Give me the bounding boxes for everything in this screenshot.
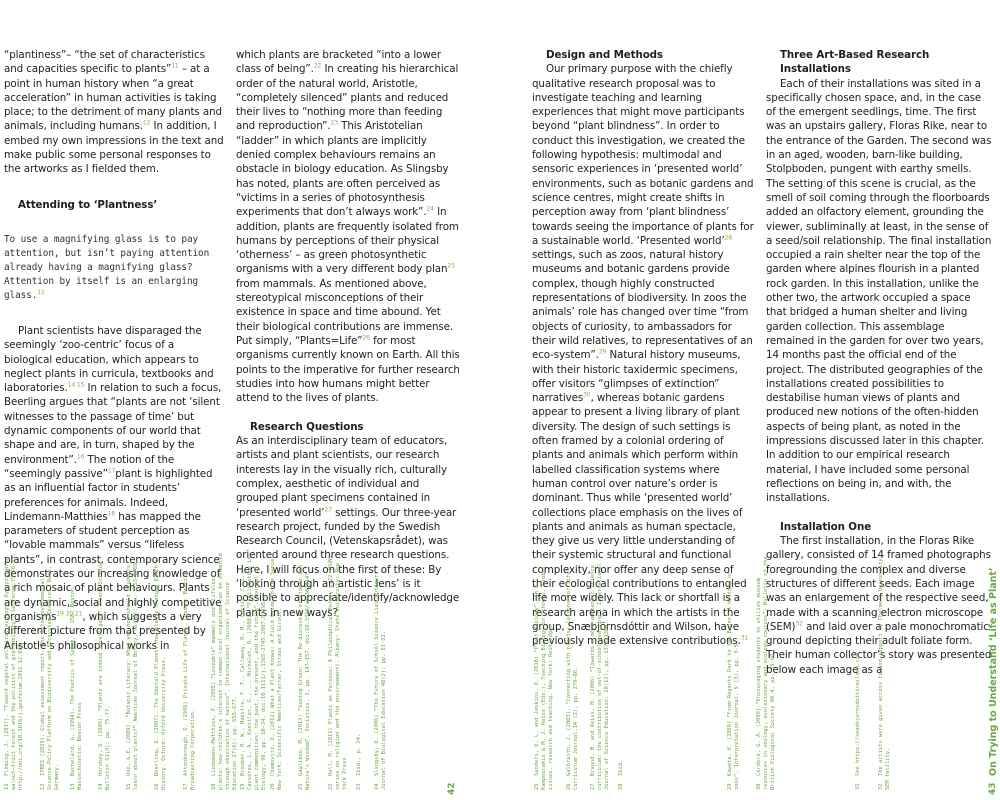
- footnote: [855, 550, 862, 790]
- footnote-text: Fleming, J. (2017). “Toward vegetal political ecology: Kyrgyzstan’s walnut–fruit forest and the politics of graftability”, Geoforum,79:26-35. http://doi.org/10.1016/j.geoforum.2016.12.009: [4, 553, 24, 790]
- footnote-number: 22: [328, 783, 334, 790]
- footnote-text: Sanders, D. L. and Jenkins, D. (2018) “Plant Biology”. In K. Kampourakis & M. J. Reiss (Eds.), Teaching Biology in Schools. Global issues, research and teaching. New York: Routledge.: [534, 566, 554, 790]
- footnote-text: Cordero, G. A. (2009) “Encouraging students to utilize museum resources in zoology, evolutionary and ecology courses”. Bulletin of the British Ecological Society 40.4, pp. 59-60.: [756, 556, 776, 790]
- page-number-left: 42: [447, 782, 457, 795]
- footnote: [211, 550, 239, 790]
- footnote-text: Bachelard, G. (1994). The Poetics of Space, p. 158. Boston, Massachusetts: Beacon Press: [70, 584, 83, 790]
- footnote-number: 24: [374, 783, 380, 790]
- footnote-number: 12: [40, 783, 46, 790]
- footnote-text: Braund, M. and Reiss, M. (2006) “Towards a more authentic science curriculum: the contribution of out-of-school learning”. International Journal of Science Education, 28(12), pp. 1373–1388.: [590, 562, 610, 790]
- footnote-number: 15: [126, 783, 132, 790]
- heading-design-methods: Design and Methods: [546, 49, 663, 61]
- footnote-number: 11: [4, 783, 10, 790]
- footnote: [618, 550, 625, 790]
- footnote-number: 17: [183, 783, 189, 790]
- heading-attending: Attending to ‘Plantness’: [18, 198, 158, 211]
- footnote: [70, 550, 84, 790]
- footnote-text: Beerling, D. (2007). The Emerald Planet: How plants changed Earth’s History. Oxford: Oxford University Press.: [154, 558, 167, 790]
- footnote-text: Hershey, D. (2005). “Plants are indeed intelligent”. Plant Science Bulletin 51(3): pp. 75-77.: [98, 561, 111, 790]
- footnote-number: 18: [211, 783, 217, 790]
- footnote-text: Brooker, R. W., Maestre, F. T., Callaway, R. M., Lortie, C. L., Cavieres, L. A., Kunstler, G., ... Michalet, R. (2008). “Facilitation in plant communities: the past, the present, and the future”. Journal of Ecology, 96, pp. 18–34. doi:10.1111/j.1365-2745.2007.01295.x: [240, 556, 267, 790]
- epigraph-quote: To use a magnifying glass is to pay attention, but isn’t paying attention already having a magnifying glass? Attention by itself is an enlarging glass.$^{13}$: [4, 233, 210, 301]
- footnote: [374, 550, 388, 790]
- heading-installation-one: Installation One: [780, 520, 872, 533]
- footnote-text: Attenborough, D. (1995) Private Life of Plants. London: British Broadcasting Corporation.: [183, 571, 196, 790]
- footnote: [298, 550, 312, 790]
- footnote-number: 29: [727, 783, 733, 790]
- paragraph: which plants are bracketed “into a lower class of being”.$^{22}$ In creating his hierarchical order of the natural world, Aristotle, “completely silenced” plants and reduced their lives to “nothing more than feeding and reproduction”.$^{23}$ This Aristotelian “ladder” in which plants are implicitly denied complex behaviours remains an obstacle in biology education. As Slingsby has noted, plants are often perceived as “victims in a series of photosynthesis experiments that don’t always work”.$^{24}$ In addition, plants are frequently isolated from humans by perceptions of their physical ‘otherness’ – as green photosynthetic organisms with a very different body plan$^{25}$ from mammals. As mentioned above, stereotypical misconceptions of their existence in space and time abound. Yet their biological contributions are immense. Put simply, “Plants=Life”$^{26}$ for most organisms currently known on Earth. All this points to the imperative for further research studies into how humans might better attend to the lives of plants.: [236, 49, 460, 405]
- footnote-number: 30: [756, 783, 762, 790]
- footnote-text: Ibid., p. 24.: [356, 733, 362, 776]
- footnote-number: 13: [70, 783, 76, 790]
- footnote-text: Gagliano, M. (2013) “Seeing Green: The Re-discovery of Plants and Nature’s Wisdom”. Societies, 3, pp. 147–157. doi:10.3390/soc3010147: [298, 565, 311, 790]
- footnote-text: Uno, G.E. (2009). “Botanic Literacy: What and how should students learn about plants?” American Journal of Botany, 96(10): pp. 1753–1759.: [126, 559, 139, 790]
- page-number-right: 43: [988, 782, 998, 795]
- running-title: On Trying to Understand ‘Life as Plant’: [988, 567, 999, 776]
- footnote: [756, 550, 777, 790]
- footnote-number: 32: [878, 783, 884, 790]
- footnote: [126, 550, 140, 790]
- footnote: [534, 550, 555, 790]
- footnote-number: 20: [270, 783, 276, 790]
- footnote-text: See https://snaebjornsdottirwilson.com: [855, 652, 861, 776]
- paragraph: The first installation, in the Floras Rike gallery, consisted of 14 framed photographs foregrounding the complex and diverse structures of different seeds. Each image was an enlargement of the respective seed, made with a scanning electron microscope (SEM)$^{32}$ and laid over a pale monochromatic ground depicting their adult foliate form. Their human collector’s story was presented below each image as a: [766, 535, 992, 676]
- footnote-number: 31: [855, 783, 861, 790]
- footnote: [98, 550, 112, 790]
- footnote: [356, 550, 363, 790]
- footnote: [590, 550, 611, 790]
- footnote: [727, 550, 741, 790]
- footnote-text: Kawata, K. (2009) “From Regents Park to the Bronx: A history of zoos”. Interpretation Journal, 5 (3), pp. 3-5.: [727, 571, 740, 790]
- column-2: [236, 48, 462, 620]
- footnote: [878, 550, 892, 790]
- footnote-text: Hall, M. (2011) Plants as Persons: A Philosophical Botany p.22 (SUNY series on religion and the environment). Albany: State University: New York Press.: [328, 555, 348, 790]
- footnote-text: IPBES (2019). Global assessment report. The Intergovernmental Science-Policy Platform on Biodiversity and Ecosystem Services. Bonn, Germany.: [40, 566, 60, 790]
- footnote: [40, 550, 61, 790]
- footnote-text: The artists were given access to and support by Chalmers University SEM facility.: [878, 558, 891, 790]
- footnote-number: 14: [98, 783, 104, 790]
- paragraph: “plantiness”– “the set of characteristics and capacities specific to plants”$^{11}$ – at a point in human history when “a great acceleration” in human activities is taking place; to the detriment of many plants and animals, including humans.$^{12}$ In addition, I embed my own impressions in the text and make public some personal responses to the artworks as I fielded them.: [4, 49, 224, 176]
- footnote-number: 19: [240, 783, 246, 790]
- heading-three-installations: Three Art-Based Research Installations: [780, 49, 930, 76]
- paragraph: Plant scientists have disparaged the seemingly ‘zoo-centric’ focus of a biological education, which appears to neglect plants in curricula, textbooks and laboratories.$^{14 15}$ In relation to such a focus, Beerling argues that “plants are not ‘silent witnesses to the passage of time’ but dynamic components of our world that shape and are, in turn, shaped by the environment”.$^{16}$ The notion of the “seemingly passive”$^{17}$plant is highlighted as an influential factor in students’ preferences for animals. Indeed, Lindemann-Matthies$^{18}$ has mapped the parameters of student perception as “lovable mammals” versus “lifeless plants”, in contrast, contemporary science demonstrates our increasing knowledge of a rich mosaic of plant behaviours. Plants are dynamic, social and highly competitive organisms$^{19 20 21}$, which suggests a very different picture from that presented by Aristotle’s philosophical works in: [4, 324, 222, 652]
- footnote-number: 23: [356, 783, 362, 790]
- footnote-number: 21: [298, 783, 304, 790]
- footnote-text: Lindemann-Matthies, P. (2005) “Loveable” mammals and “lifeless” plants: how children’s interest in common local organisms can be enhanced through observation of nature”. International Journal of Science Education 27(6): pp. 655–677.: [211, 553, 238, 790]
- footnote: [4, 550, 25, 790]
- footnote: [154, 550, 168, 790]
- footnote-number: 25: [534, 783, 540, 790]
- paragraph: As an interdisciplinary team of educators, artists and plant scientists, our research interests lay in the visually rich, culturally complex, aesthetic of individual and grouped plant specimens contained in ‘presented world’$^{27}$ settings. Our three-year research project, funded by the Swedish Research Council, (Vetenskapsrådet), was oriented around three research questions. Here, I will focus on the first of these: By ‘looking through an artistic lens’ is it possible to appreciate/identify/acknowledge plants in new ways?: [236, 435, 460, 619]
- paragraph: Our primary purpose with the chiefly qualitative research proposal was to investigate teaching and learning experiences that might move participants beyond “plant blindness”. In order to conduct this investigation, we created the following hypothesis: multimodal and sensoric experiences in ‘presented world’ environments, such as botanic gardens and science centres, might create shifts in perception away from ‘plant blindness’ towards seeing the importance of plants for a sustainable world. ‘Presented world’$^{28}$ settings, such as zoos, natural history museums and botanic gardens provide complex, though highly constructed representations of biodiversity. In zoos the animals’ role has changed over time “from objects of curiosity, to ambassadors for their wild relatives, to representatives of an eco-system”.$^{29}$ Natural history museums, with their historic taxidermic specimens, offer visitors “glimpses of extinction” narratives$^{30}$, whereas botanic gardens appear to present a living library of plant diversity. The design of such settings is often framed by a colonial ordering of plants and animals which perform within labelled classification systems where human control over nature’s order is dominant. Thus while ‘presented world’ collections place emphasis on the lives of plants and animals as human spectacle, they give us very little understanding of their systemic structural and functional complexity, nor offer any deep sense of their ecological contributions to entangled life more widely. This lack or shortfall is a research arena in which the artists in the group, Snæbjörnsdóttir and Wilson, have previously made extensive contributions.$^{31}$: [532, 63, 754, 648]
- footnote: [240, 550, 268, 790]
- footnote-text: Ibid.: [618, 759, 624, 776]
- footnote-text: Galbraith, J. (2003). “Connecting with plants: lessons for life”. Curriculum Journal,14 (2), pp. 279–86.: [566, 565, 579, 790]
- heading-research-questions: Research Questions: [250, 420, 364, 433]
- footnote-number: 28: [618, 783, 624, 790]
- footnote-text: Chamovitz, D. (2012) What a Plant Knows: A Field Guide to the Senses. New York: Scientific American/Farrar, Straus and Giroux.: [270, 552, 283, 790]
- footnote-number: 26: [566, 783, 572, 790]
- footnote-number: 16: [154, 783, 160, 790]
- footnote: [183, 550, 197, 790]
- footnote-number: 27: [590, 783, 596, 790]
- footnote: [270, 550, 284, 790]
- footnote: [566, 550, 580, 790]
- footnote-text: Slingsby, D. (2006) “The Future of School Science Lies Outdoors”. Journal of Biological Education 40(2): pp. 51-52.: [374, 565, 387, 790]
- footnote: [328, 550, 349, 790]
- paragraph: Each of their installations was sited in a specifically chosen space, and, in the case of the emergent seedlings, time. The first was an upstairs gallery, Floras Rike, near to the entrance of the Garden. The second was in an aged, wooden, barn-like building, Stolpboden, pungent with earthy smells. The setting of this scene is crucial, as the smell of soil coming through the floorboards added an olfactory element, grounding the viewer, subliminally at least, in the sense of a seed/soil relationship. The final installation occupied a rain shelter near the top of the garden where alpines flourish in a planted rock garden. In this installation, unlike the other two, the artwork occupied a space that bridged a human shelter and living garden collection. This assemblage remained in the garden for over two years, 14 months past the official end of the project. The distributed geographies of the installations created possibilities to destabilise human views of plants and produced new notions of the often-hidden aspects of being plant, as noted in the impressions discussed later in this chapter. In addition to our empirical research material, I have included some personal reflections on being in, and with, the installations.: [766, 77, 992, 505]
